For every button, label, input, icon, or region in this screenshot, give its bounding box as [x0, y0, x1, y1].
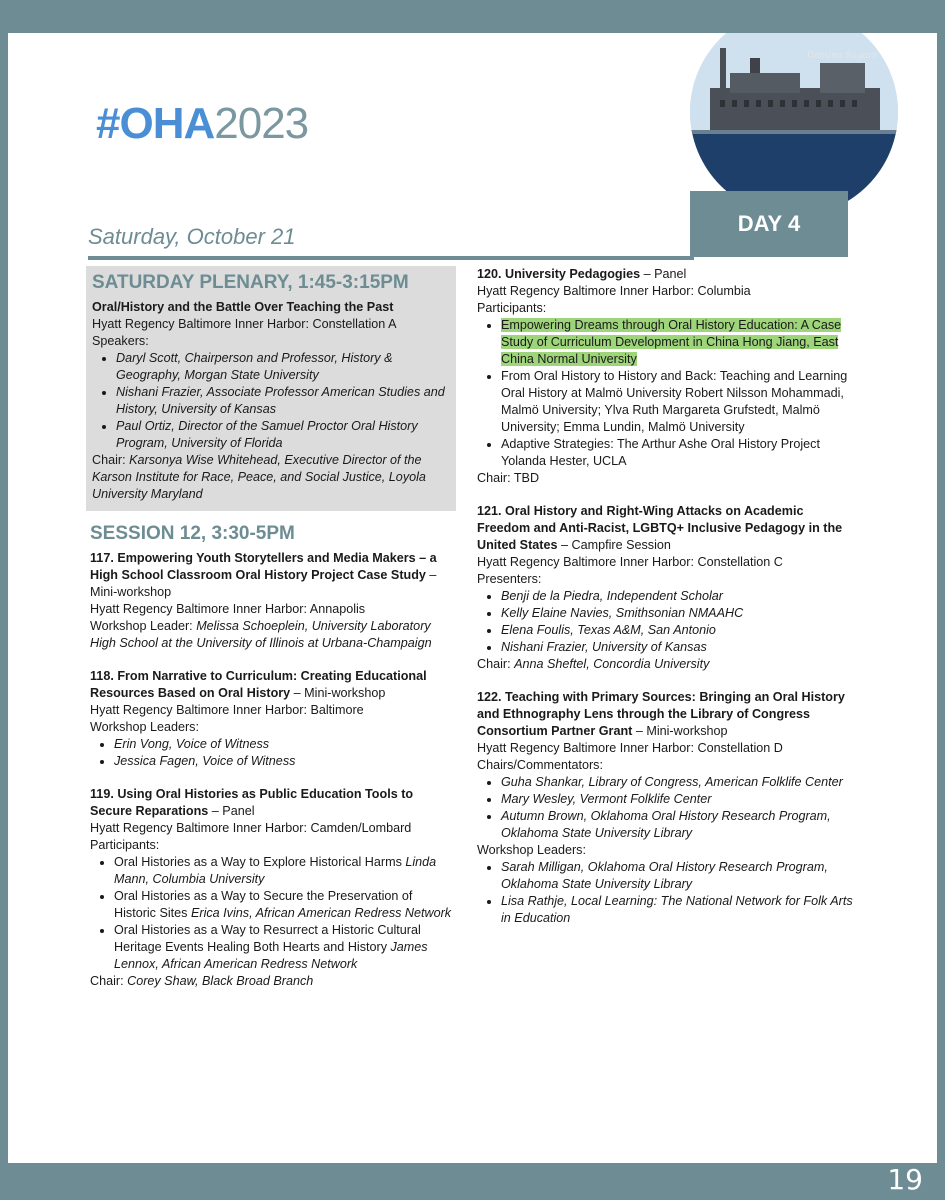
program-page	[8, 33, 937, 1163]
date-text: Saturday, October 21	[88, 224, 296, 249]
conference-title	[96, 99, 308, 149]
title-year: 2023	[214, 99, 309, 148]
session-120: 120. University Pedagogies – Panel Hyatt Regency Baltimore Inner Harbor: Columbia Participants: • Empowering Dreams through Oral History Education: A Case Study of Curriculum Development in China Hong Jiang, East China Normal University • From Oral History to History and Back: Teaching and Learning Oral History at Malmö University Robert Nilsson Mohammadi, Malmö University; Ylva Ruth Margareta Grufstedt, Malmö University; Emma Lundin, Malmö University • Adaptive Strategies: The Arthur Ashe Oral History Project Yolanda Hester, UCLA Chair: TBD	[473, 266, 853, 487]
session-118: 118. From Narrative to Curriculum: Creating Educational Resources Based on Oral History – Mini-workshop Hyatt Regency Baltimore Inner Harbor: Baltimore Workshop Leaders: • Erin Vong, Voice of Witness • Jessica Fagen, Voice of Witness	[86, 668, 456, 770]
page-number: 19	[887, 1163, 923, 1196]
list-item: • Oral Histories as a Way to Explore Historical Harms Linda Mann, Columbia University	[114, 854, 456, 888]
plenary-heading: SATURDAY PLENARY, 1:45-3:15PM	[92, 272, 409, 293]
list-item: • Mary Wesley, Vermont Folklife Center	[501, 791, 853, 808]
session-119-title: 119. Using Oral Histories as Public Education Tools to Secure Reparations	[90, 787, 414, 818]
list-item: • Benji de la Piedra, Independent Scholar	[501, 588, 853, 605]
sign-text: Domino Sugars	[806, 51, 878, 61]
session-121-title: 121. Oral History and Right-Wing Attacks on Academic Freedom and Anti-Racist, LGBTQ+ Inclusive Pedagogy in the United States	[477, 504, 843, 552]
date-line	[88, 216, 694, 260]
list-item: • Nishani Frazier, University of Kansas	[501, 639, 853, 656]
session-117: 117. Empowering Youth Storytellers and Media Makers – a High School Classroom Oral History Project Case Study – Mini-workshop Hyatt Regency Baltimore Inner Harbor: Annapolis Workshop Leader: Melissa Schoeplein, University Laboratory High School at the University of Illinois at Urbana-Champaign	[90, 551, 437, 650]
list-item: • Elena Foulis, Texas A&M, San Antonio	[501, 622, 853, 639]
domino-sugars-photo	[690, 33, 898, 216]
list-item	[501, 317, 853, 368]
title-hashtag: #OHA	[96, 99, 215, 148]
list-item: • Sarah Milligan, Oklahoma Oral History Research Program, Oklahoma State University Library	[501, 859, 853, 893]
list-item: • Erin Vong, Voice of Witness	[114, 736, 456, 753]
list-item: • Oral Histories as a Way to Secure the Preservation of Historic Sites Erica Ivins, African American Redress Network	[114, 888, 456, 922]
plenary-title: Oral/History and the Battle Over Teaching the Past	[92, 300, 394, 314]
plenary-box	[86, 266, 456, 511]
session-119: 119. Using Oral Histories as Public Education Tools to Secure Reparations – Panel Hyatt Regency Baltimore Inner Harbor: Camden/Lombard Participants: • Oral Histories as a Way to Explore Historical Harms Linda Mann, Columbia University • Oral Histories as a Way to Secure the Preservation of Historic Sites Erica Ivins, African American Redress Network • Oral Histories as a Way to Resurrect a Historic Cultural Heritage Events Healing Both Hearts and History James Lennox, African American Redress Network Chair: Corey Shaw, Black Broad Branch	[86, 786, 456, 990]
highlighted-text: Empowering Dreams through Oral History Education: A Case Study of Curriculum Development in China Hong Jiang, East China Normal University	[501, 318, 842, 366]
list-item: • Jessica Fagen, Voice of Witness	[114, 753, 456, 770]
day-badge: DAY 4	[690, 191, 848, 257]
session-121: 121. Oral History and Right-Wing Attacks on Academic Freedom and Anti-Racist, LGBTQ+ Inclusive Pedagogy in the United States – Campfire Session Hyatt Regency Baltimore Inner Harbor: Constellation C Presenters: • Benji de la Piedra, Independent Scholar • Kelly Elaine Navies, Smithsonian NMAAHC • Elena Foulis, Texas A&M, San Antonio • Nishani Frazier, University of Kansas Chair: Anna Sheftel, Concordia University	[473, 503, 853, 673]
right-column	[473, 266, 853, 943]
list-item: • Paul Ortiz, Director of the Samuel Proctor Oral History Program, University of Florida	[116, 418, 450, 452]
list-item: • From Oral History to History and Back: Teaching and Learning Oral History at Malmö University Robert Nilsson Mohammadi, Malmö University; Ylva Ruth Margareta Grufstedt, Malmö University; Emma Lundin, Malmö University	[501, 368, 853, 436]
plenary-speakers-label: Speakers:	[92, 334, 149, 348]
list-item: • Lisa Rathje, Local Learning: The National Network for Folk Arts in Education	[501, 893, 853, 927]
session-118-title: 118. From Narrative to Curriculum: Creating Educational Resources Based on Oral History	[90, 669, 427, 700]
plenary-chair: Chair: Karsonya Wise Whitehead, Executive Director of the Karson Institute for Race, Peace, and Social Justice, Loyola University Maryland	[92, 453, 426, 501]
list-item: • Oral Histories as a Way to Resurrect a Historic Cultural Heritage Events Healing Both Hearts and History James Lennox, African American Redress Network	[114, 922, 456, 973]
session-122: 122. Teaching with Primary Sources: Bringing an Oral History and Ethnography Lens through the Library of Congress Consortium Partner Grant – Mini-workshop Hyatt Regency Baltimore Inner Harbor: Constellation D Chairs/Commentators: • Guha Shankar, Library of Congress, American Folklife Center • Mary Wesley, Vermont Folklife Center • Autumn Brown, Oklahoma Oral History Research Program, Oklahoma State University Library Workshop Leaders: • Sarah Milligan, Oklahoma Oral History Research Program, Oklahoma State University Library • Lisa Rathje, Local Learning: The National Network for Folk Arts in Education	[473, 689, 853, 927]
list-item: • Kelly Elaine Navies, Smithsonian NMAAHC	[501, 605, 853, 622]
session-122-title: 122. Teaching with Primary Sources: Bringing an Oral History and Ethnography Lens through the Library of Congress Consortium Partner Grant	[477, 690, 845, 738]
session-120-title: 120. University Pedagogies	[477, 267, 641, 281]
list-item: • Adaptive Strategies: The Arthur Ashe Oral History Project Yolanda Hester, UCLA	[501, 436, 853, 470]
list-item: • Daryl Scott, Chairperson and Professor, History & Geography, Morgan State University	[116, 350, 450, 384]
list-item: • Nishani Frazier, Associate Professor American Studies and History, University of Kansas	[116, 384, 450, 418]
plenary-speakers	[92, 350, 450, 452]
plenary-location: Hyatt Regency Baltimore Inner Harbor: Constellation A	[92, 317, 397, 331]
session-heading: SESSION 12, 3:30-5PM	[90, 523, 295, 544]
session-117-title: 117. Empowering Youth Storytellers and Media Makers – a High School Classroom Oral History Project Case Study	[90, 551, 437, 582]
list-item: • Autumn Brown, Oklahoma Oral History Research Program, Oklahoma State University Library	[501, 808, 853, 842]
list-item: • Guha Shankar, Library of Congress, American Folklife Center	[501, 774, 853, 791]
left-column	[86, 266, 456, 1006]
